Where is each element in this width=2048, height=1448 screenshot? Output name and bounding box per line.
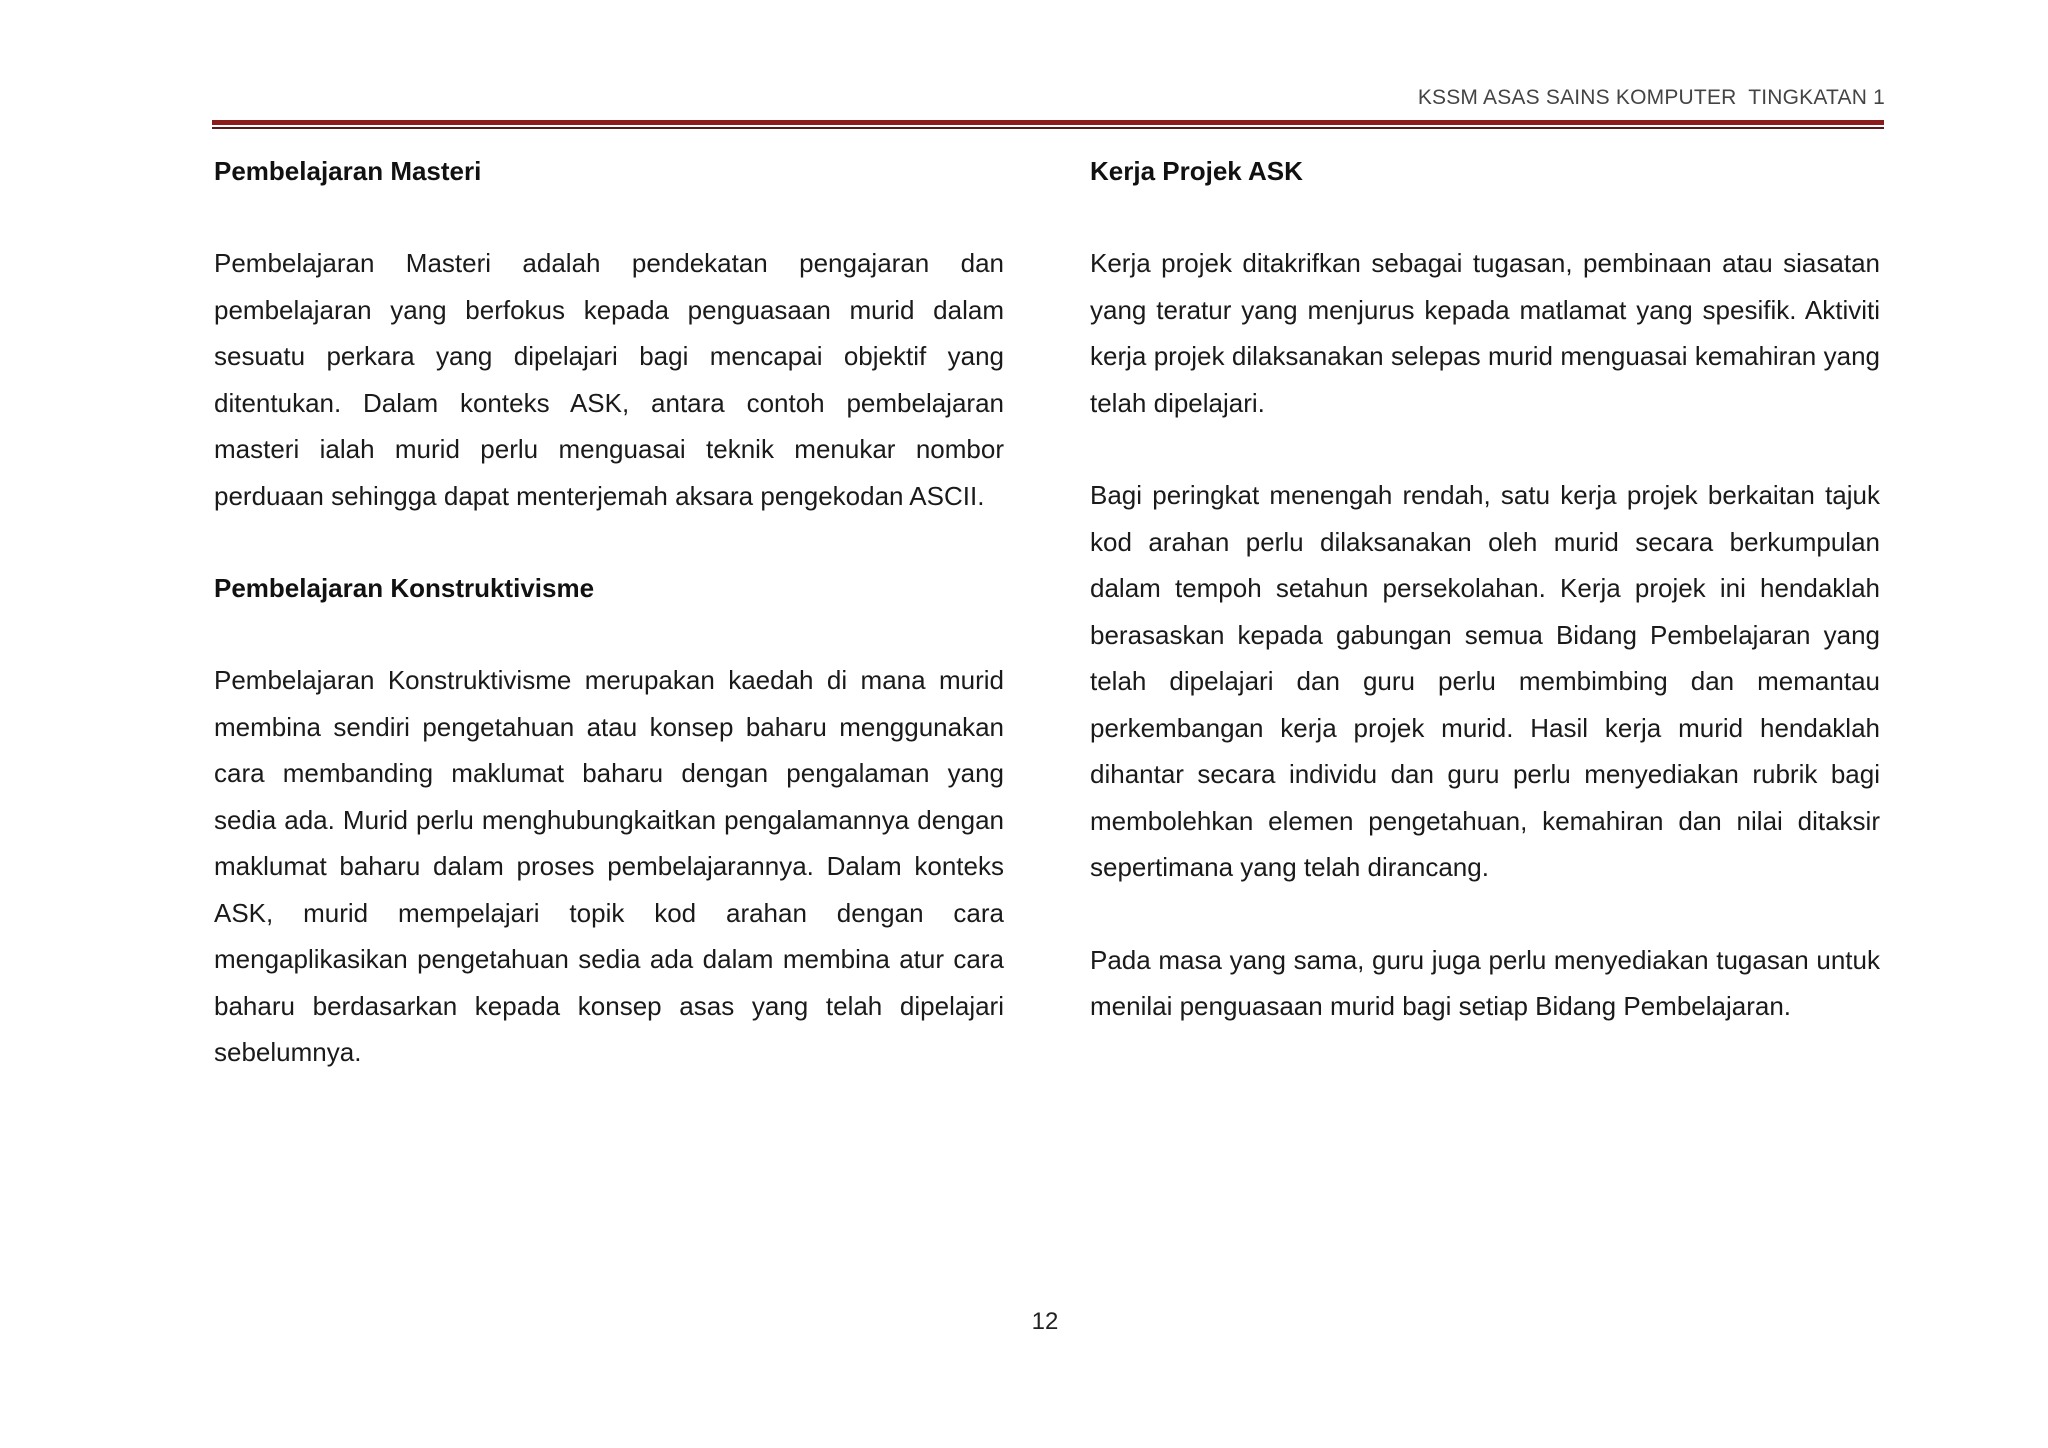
paragraph-konstruktivisme: Pembelajaran Konstruktivisme merupakan kaedah di mana murid membina sendiri pengetahuan atau konsep baharu menggunakan cara membanding maklumat baharu dengan pengalaman yang sedia ada. Murid perlu menghubungkaitkan pengalamannya dengan maklumat baharu dalam proses pembelajarannya. Dalam konteks ASK, murid mempelajari topik kod arahan dengan cara mengaplikasikan pengetahuan sedia ada dalam membina atur cara baharu berdasarkan kepada konsep asas yang telah dipelajari sebelumnya. bbox=[214, 665, 1004, 1067]
header-rule-thick bbox=[212, 120, 1884, 125]
paragraph-kerja-projek-3: Pada masa yang sama, guru juga perlu menyediakan tugasan untuk menilai penguasaan murid bagi setiap Bidang Pembelajaran. bbox=[1090, 944, 1880, 1021]
right-column bbox=[1090, 148, 1880, 1076]
left-column bbox=[214, 148, 1004, 1122]
section-heading-kerja-projek: Kerja Projek ASK bbox=[1090, 156, 1303, 186]
paragraph-kerja-projek-2: Bagi peringkat menengah rendah, satu kerja projek berkaitan tajuk kod arahan perlu dilaksanakan oleh murid secara berkumpulan dalam tempoh setahun persekolahan. Kerja projek ini hendaklah berasaskan kepada gabungan semua Bidang Pembelajaran yang telah dipelajari dan guru perlu membimbing dan memantau perkembangan kerja projek murid. Hasil kerja murid hendaklah dihantar secara individu dan guru perlu menyediakan rubrik bagi membolehkan elemen pengetahuan, kemahiran dan nilai ditaksir sepertimana yang telah dirancang. bbox=[1090, 480, 1880, 882]
section-heading-konstruktivisme: Pembelajaran Konstruktivisme bbox=[214, 573, 595, 603]
section-heading-masteri: Pembelajaran Masteri bbox=[214, 156, 482, 186]
header-rule-thin bbox=[212, 127, 1884, 129]
paragraph-kerja-projek-1: Kerja projek ditakrifkan sebagai tugasan, pembinaan atau siasatan yang teratur yang menjurus kepada matlamat yang spesifik. Aktiviti kerja projek dilaksanakan selepas murid menguasai kemahiran yang telah dipelajari. bbox=[1090, 248, 1880, 418]
page-number: 12 bbox=[1031, 1308, 1059, 1335]
paragraph-masteri: Pembelajaran Masteri adalah pendekatan pengajaran dan pembelajaran yang berfokus kepada penguasaan murid dalam sesuatu perkara yang dipelajari bagi mencapai objektif yang ditentukan. Dalam konteks ASK, antara contoh pembelajaran masteri ialah murid perlu menguasai teknik menukar nombor perduaan sehingga dapat menterjemah aksara pengekodan ASCII. bbox=[214, 248, 1004, 511]
running-header: KSSM ASAS SAINS KOMPUTER TINGKATAN 1 bbox=[1417, 86, 1885, 109]
